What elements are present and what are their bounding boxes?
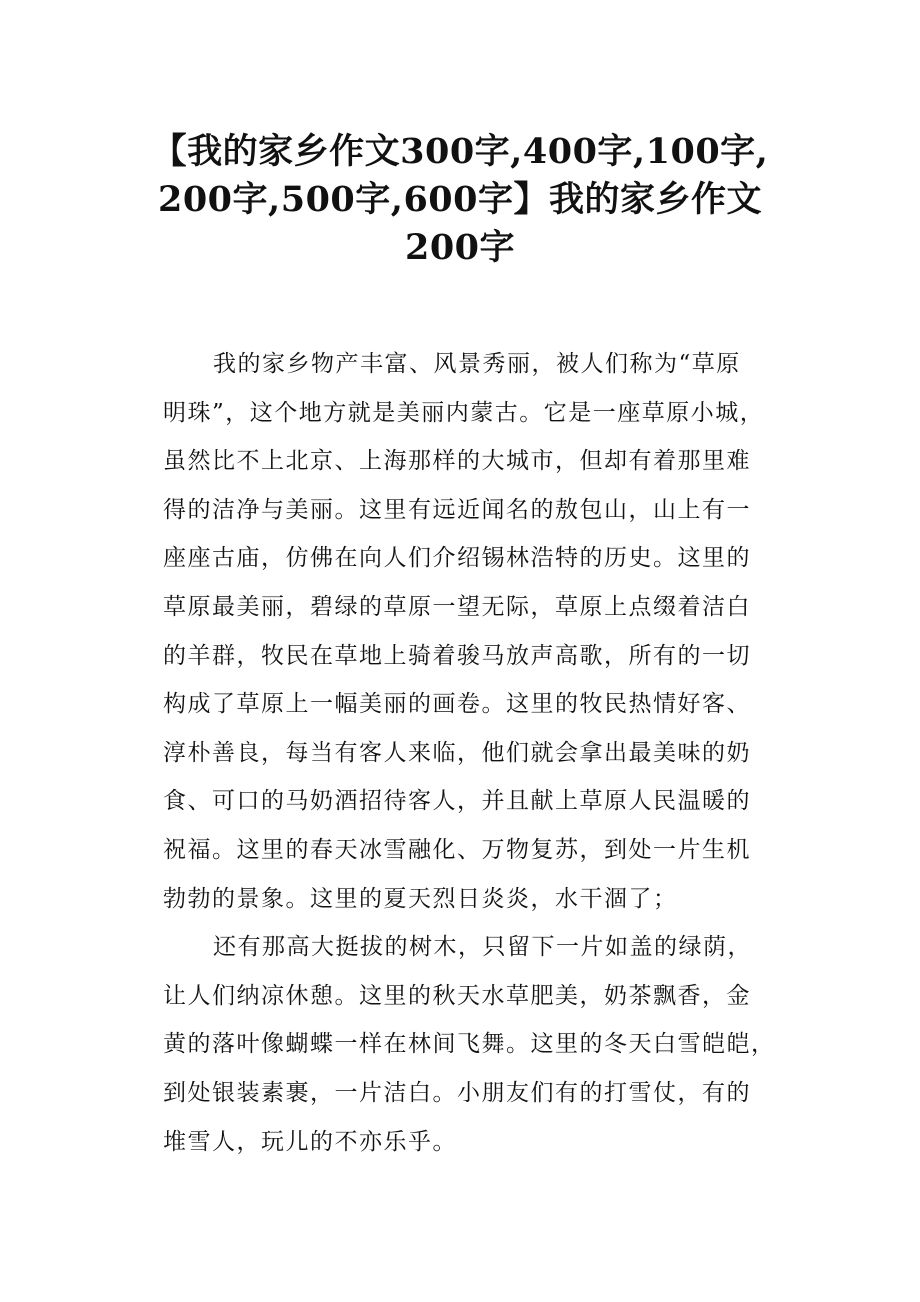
text-line: 得的洁净与美丽。这里有远近闻名的敖包山，山上有一 [163,496,751,523]
text-line: 构成了草原上一幅美丽的画卷。这里的牧民热情好客、 [163,691,751,718]
title-line-2: 200字,500字,600字】我的家乡作文 [157,179,763,220]
text-line: 还有那高大挺拔的树木，只留下一片如盖的绿荫， [213,934,752,961]
essay-body [163,340,776,1166]
text-line: 祝福。这里的春天冰雪融化、万物复苏，到处一片生机 [163,836,751,863]
text-line: 虽然比不上北京、上海那样的大城市，但却有着那里难 [163,448,751,475]
text-line: 食、可口的马奶酒招待客人，并且献上草原人民温暖的 [163,788,751,815]
text-line: 座座古庙，仿佛在向人们介绍锡林浩特的历史。这里的 [163,545,751,572]
title-line-3: 200字 [404,227,516,268]
text-line: 草原最美丽，碧绿的草原一望无际，草原上点缀着洁白 [163,593,751,620]
document-title [150,128,770,272]
text-line: 堆雪人，玩儿的不亦乐乎。 [163,1128,457,1155]
title-line-1: 【我的家乡作文300字,400字,100字, [151,131,769,172]
text-line: 淳朴善良，每当有客人来临，他们就会拿出最美味的奶 [163,739,751,766]
text-line: 我的家乡物产丰富、风景秀丽，被人们称为“草原 [213,351,741,377]
text-line: 让人们纳凉休憩。这里的秋天水草肥美，奶茶飘香，金 [163,982,751,1009]
text-line: 的羊群，牧民在草地上骑着骏马放声高歌，所有的一切 [163,642,751,669]
text-line: 到处银装素裹，一片洁白。小朋友们有的打雪仗，有的 [163,1079,751,1106]
paragraph-2 [163,923,776,1166]
text-line: 黄的落叶像蝴蝶一样在林间飞舞。这里的冬天白雪皑皑， [163,1031,776,1058]
text-line: 勃勃的景象。这里的夏天烈日炎炎，水干涸了； [163,885,678,912]
paragraph-1 [163,340,763,923]
text-line: 明珠”，这个地方就是美丽内蒙古。它是一座草原小城， [163,399,765,426]
